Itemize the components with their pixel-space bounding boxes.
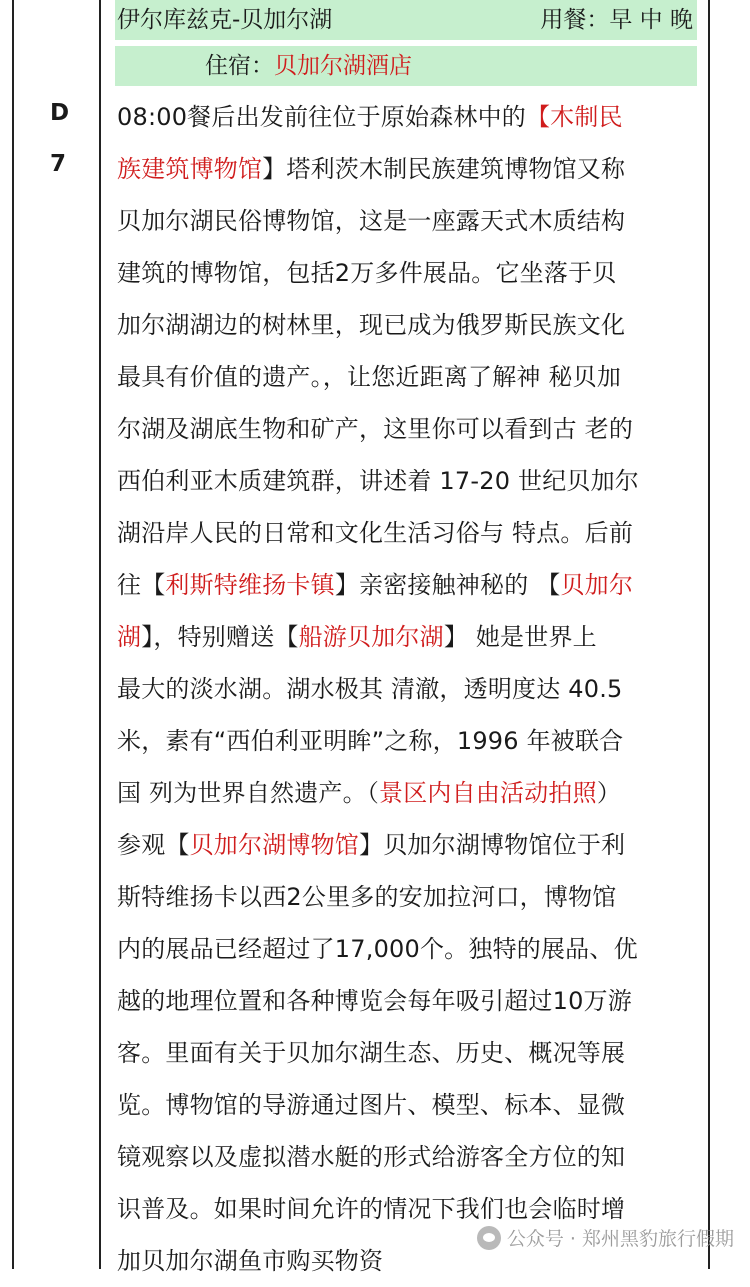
header-row-lodging [115,46,697,86]
itinerary-line [117,663,699,715]
header-row-route [115,0,697,40]
itinerary-line [117,611,699,663]
itinerary-text: 最具有价值的遗产。，让您近距离了解神 秘贝加 [117,363,622,391]
itinerary-text: 览。博物馆的导游通过图片、模型、标本、显微 [117,1091,626,1119]
itinerary-line [117,923,699,975]
itinerary-line [117,1027,699,1079]
lodging-label: 住宿： [205,53,274,79]
route-title: 伊尔库兹克-贝加尔湖 [117,7,333,33]
itinerary-line [117,247,699,299]
table-border-left [12,0,14,1269]
itinerary-line [117,1079,699,1131]
table-border-right [708,0,710,1269]
itinerary-line [117,507,699,559]
itinerary-text: 加尔湖湖边的树林里，现已成为俄罗斯民族文化 [117,311,626,339]
itinerary-line [117,403,699,455]
itinerary-text: 米，素有“西伯利亚明眸”之称，1996 年被联合 [117,727,624,755]
itinerary-text: 识普及。如果时间允许的情况下我们也会临时增 [117,1195,626,1223]
itinerary-text: 加贝加尔湖鱼市购买物资 [117,1247,384,1275]
itinerary-text: 最大的淡水湖。湖水极其 清澈，透明度达 40.5 [117,675,623,703]
itinerary-text: 建筑的博物馆，包括2万多件展品。它坐落于贝 [117,259,617,287]
itinerary-text: ） [596,779,622,807]
highlight-text: 利斯特维扬卡镇 [165,571,335,599]
itinerary-text: 客。里面有关于贝加尔湖生态、历史、概况等展 [117,1039,626,1067]
itinerary-line [117,299,699,351]
highlight-text: 贝加尔 [560,571,634,599]
day-letter: D [50,100,70,126]
itinerary-text: 】亲密接触神秘的 【 [334,571,561,599]
table-border-day-column [99,0,101,1269]
itinerary-text: 湖沿岸人民的日常和文化生活习俗与 特点。后前 [117,519,634,547]
meals-info: 用餐：早 中 晚 [540,7,693,33]
lodging-hotel: 贝加尔湖酒店 [274,53,412,79]
itinerary-line [117,143,699,195]
highlight-text: 族建筑博物馆 [117,155,263,183]
itinerary-text: 】 她是世界上 [443,623,597,651]
watermark-text: 公众号 · 郑州黑豹旅行假期 [506,1228,734,1250]
itinerary-line [117,715,699,767]
day-number: 7 [50,151,67,177]
itinerary-line [117,455,699,507]
itinerary-text: 参观【 [117,831,190,859]
itinerary-text: 】贝加尔湖博物馆位于利 [359,831,626,859]
itinerary-text: 08:00餐后出发前往位于原始森林中的 [117,103,526,131]
itinerary-text: 国 列为世界自然遗产。（ [117,779,380,807]
itinerary-line [117,559,699,611]
highlight-text: 贝加尔湖博物馆 [189,831,360,859]
itinerary-text: 镜观察以及虚拟潜水艇的形式给游客全方位的知 [117,1143,626,1171]
itinerary-line [117,975,699,1027]
itinerary-text: 贝加尔湖民俗博物馆，这是一座露天式木质结构 [117,207,626,235]
highlight-text: 湖 [117,623,142,651]
itinerary-text: 】，特别赠送【 [141,623,299,651]
itinerary-description [117,91,699,1287]
itinerary-line [117,871,699,923]
itinerary-line [117,767,699,819]
itinerary-text: 越的地理位置和各种博览会每年吸引超过10万游 [117,987,632,1015]
highlight-text: 【木制民 [525,103,623,131]
itinerary-line [117,819,699,871]
itinerary-text: 内的展品已经超过了17,000个。独特的展品、优 [117,935,638,963]
itinerary-line [117,1131,699,1183]
itinerary-text: 尔湖及湖底生物和矿产，这里你可以看到古 老的 [117,415,634,443]
itinerary-text: 】塔利茨木制民族建筑博物馆又称 [262,155,626,183]
itinerary-text: 斯特维扬卡以西2公里多的安加拉河口，博物馆 [117,883,617,911]
itinerary-line [117,91,699,143]
highlight-text: 景区内自由活动拍照 [379,779,597,807]
highlight-text: 船游贝加尔湖 [298,623,444,651]
watermark [477,1224,734,1251]
itinerary-text: 往【 [117,571,166,599]
itinerary-line [117,351,699,403]
lodging-info [205,46,412,86]
itinerary-text: 西伯利亚木质建筑群，讲述着 17-20 世纪贝加尔 [117,467,639,495]
itinerary-line [117,195,699,247]
wechat-icon [477,1226,501,1250]
